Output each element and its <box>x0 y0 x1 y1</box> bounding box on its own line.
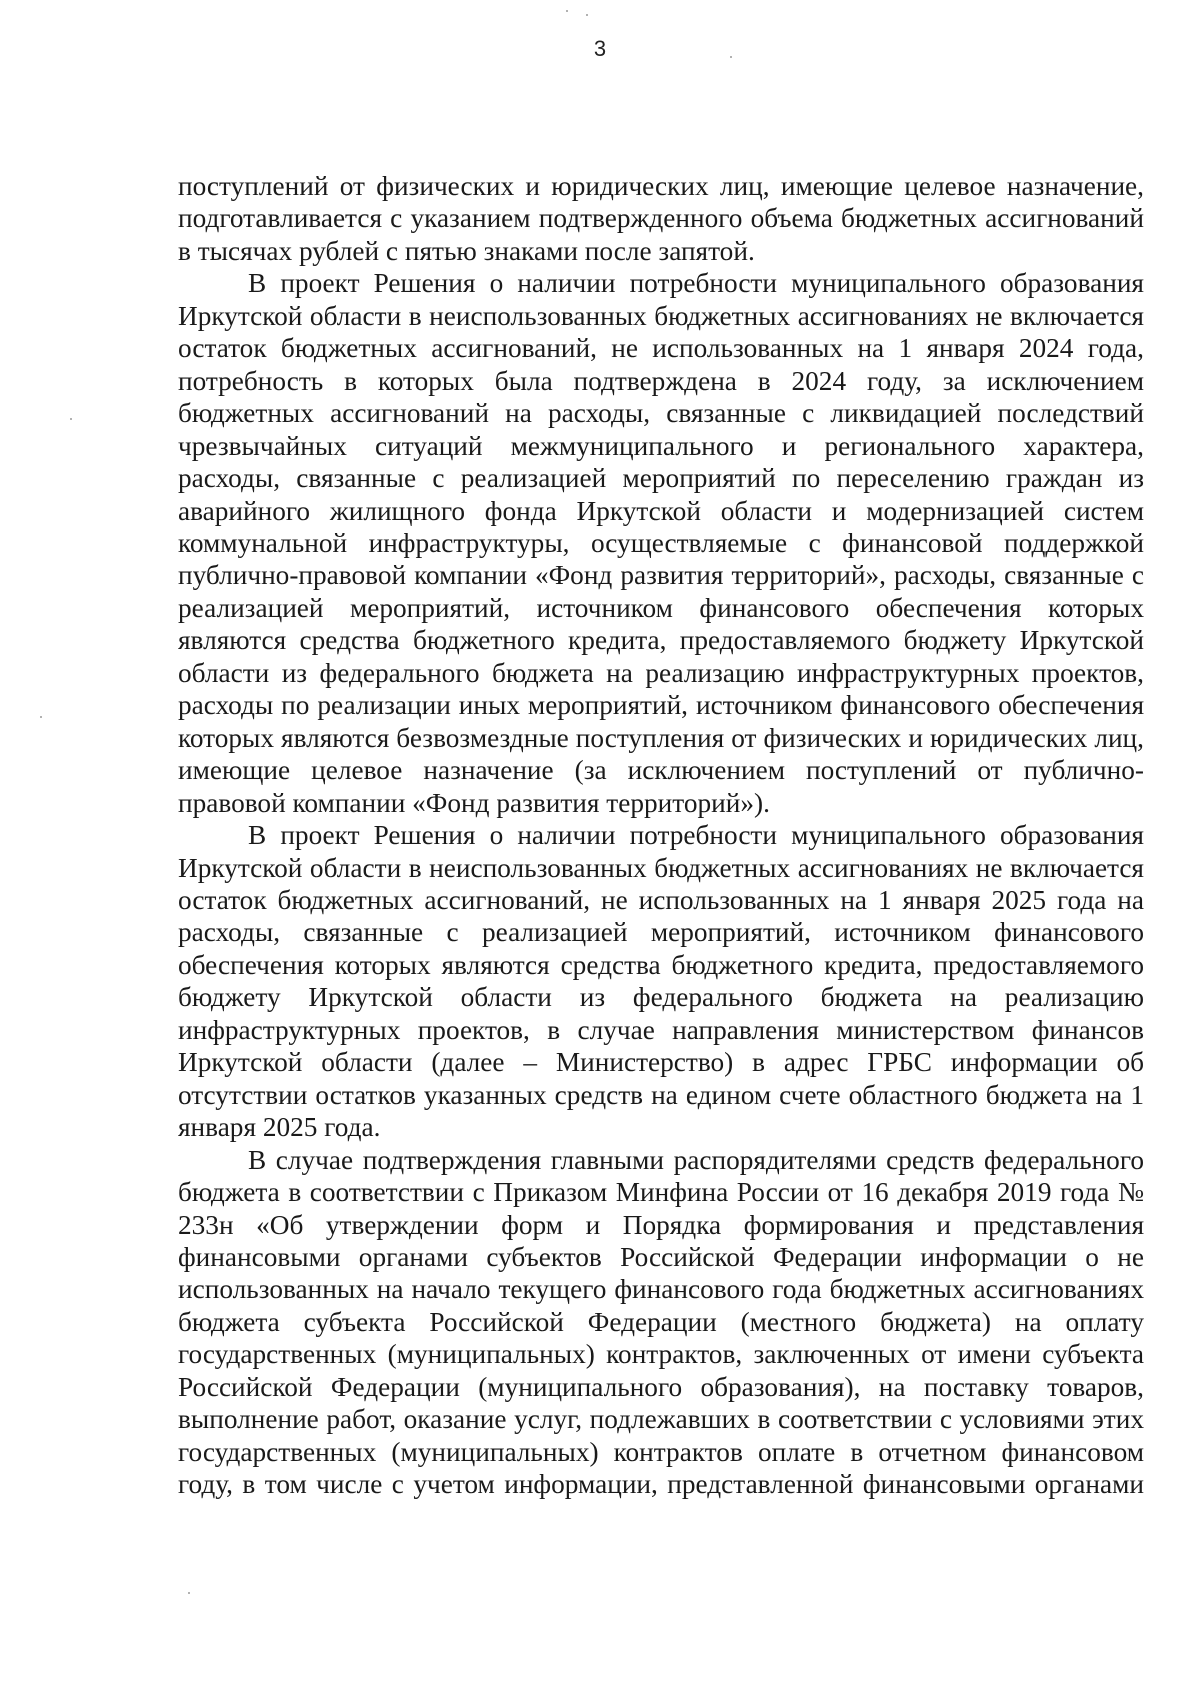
scan-speck <box>566 10 568 12</box>
paragraph-2025-exclusions: В проект Решения о наличии потребности муниципального образования Иркутской области в неиспользованных бюджетных ассигнованиях не включается остаток бюджетных ассигнований, не использованных на 1 января 2025 года на расходы, связанные с реализацией мероприятий, источником финансового обеспечения которых являются средства бюджетного кредита, предоставляемого бюджету Иркутской области из федерального бюджета на реализацию инфраструктурных проектов, в случае направления министерством финансов Иркутской области (далее – Министерство) в адрес ГРБС информации об отсутствии остатков указанных средств на едином счете областного бюджета на 1 января 2025 года. <box>178 820 1144 1143</box>
scan-speck <box>40 716 42 718</box>
scan-speck <box>70 418 72 420</box>
scan-speck <box>586 14 588 16</box>
paragraph-federal-confirmation: В случае подтверждения главными распорядителями средств федерального бюджета в соответствии с Приказом Минфина России от 16 декабря 2019 года № 233н «Об утверждении форм и Порядка формирования и представления финансовыми органами субъектов Российской Федерации информации о не использованных на начало текущего финансового года бюджетных ассигнованиях бюджета субъекта Российской Федерации (местного бюджета) на оплату государственных (муниципальных) контрактов, заключенных от имени субъекта Российской Федерации (муниципального образования), на поставку товаров, выполнение работ, оказание услуг, подлежавших в соответствии с условиями этих государственных (муниципальных) контрактов оплате в отчетном финансовом году, в том числе с учетом информации, представленной финансовыми органами <box>178 1144 1144 1500</box>
scan-speck <box>188 1592 190 1594</box>
document-body <box>178 170 1144 1501</box>
page-number: 3 <box>593 36 607 61</box>
paragraph-continuation: поступлений от физических и юридических лиц, имеющие целевое назначение, подготавливается с указанием подтвержденного объема бюджетных ассигнований в тысячах рублей с пятью знаками после запятой. <box>178 171 1144 266</box>
paragraph-2024-exclusions: В проект Решения о наличии потребности муниципального образования Иркутской области в неиспользованных бюджетных ассигнованиях не включается остаток бюджетных ассигнований, не использованных на 1 января 2024 года, потребность в которых была подтверждена в 2024 году, за исключением бюджетных ассигнований на расходы, связанные с ликвидацией последствий чрезвычайных ситуаций межмуниципального и регионального характера, расходы, связанные с реализацией мероприятий по переселению граждан из аварийного жилищного фонда Иркутской области и модернизацией систем коммунальной инфраструктуры, осуществляемые с финансовой поддержкой публично-правовой компании «Фонд развития территорий», расходы, связанные с реализацией мероприятий, источником финансового обеспечения которых являются средства бюджетного кредита, предоставляемого бюджету Иркутской области из федерального бюджета на реализацию инфраструктурных проектов, расходы по реализации иных мероприятий, источником финансового обеспечения которых являются безвозмездные поступления от физических и юридических лиц, имеющие целевое назначение (за исключением поступлений от публично-правовой компании «Фонд развития территорий»). <box>178 268 1144 818</box>
scan-speck <box>730 56 732 58</box>
